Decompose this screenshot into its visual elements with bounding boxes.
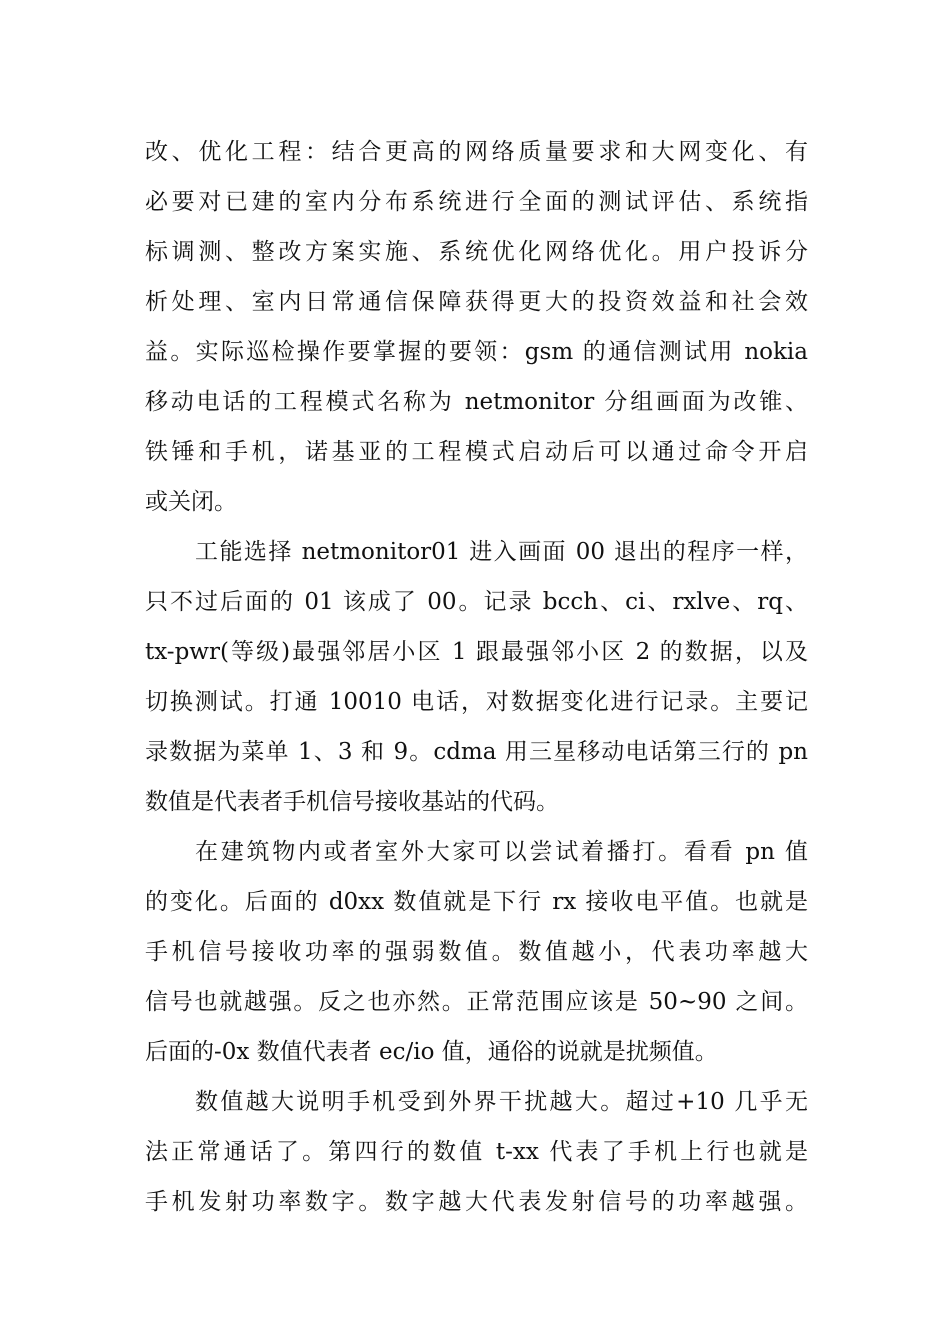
text-line: 录数据为菜单 1、3 和 9。cdma 用三星移动电话第三行的 pn xyxy=(145,739,808,765)
text-line: 铁锤和手机，诺基亚的工程模式启动后可以通过命令开启 xyxy=(145,439,808,465)
text-line: 信号也就越强。反之也亦然。正常范围应该是 50~90 之间。 xyxy=(145,989,808,1015)
text-line: 数值是代表者手机信号接收基站的代码。 xyxy=(145,789,559,815)
text-line: 后面的-0x 数值代表者 ec/io 值，通俗的说就是扰频值。 xyxy=(145,1039,718,1065)
text-line: 的变化。后面的 d0xx 数值就是下行 rx 接收电平值。也就是 xyxy=(145,889,808,915)
text-line: 只不过后面的 01 该成了 00。记录 bcch、ci、rxlve、rq、 xyxy=(145,589,808,615)
text-line: 工能选择 netmonitor01 进入画面 00 退出的程序一样， xyxy=(195,539,808,565)
text-line: 或关闭。 xyxy=(145,489,237,515)
text-line: 在建筑物内或者室外大家可以尝试着播打。看看 pn 值 xyxy=(195,839,808,865)
text-line: 手机信号接收功率的强弱数值。数值越小，代表功率越大 xyxy=(145,939,808,965)
text-line: 移动电话的工程模式名称为 netmonitor 分组画面为改锥、 xyxy=(145,389,808,415)
paragraph-2 xyxy=(145,527,808,827)
text-line: 析处理、室内日常通信保障获得更大的投资效益和社会效 xyxy=(145,289,808,315)
text-line: 手机发射功率数字。数字越大代表发射信号的功率越强。 xyxy=(145,1189,808,1215)
text-line: 标调测、整改方案实施、系统优化网络优化。用户投诉分 xyxy=(145,239,808,265)
text-line: 法正常通话了。第四行的数值 t-xx 代表了手机上行也就是 xyxy=(145,1139,808,1165)
text-line: 切换测试。打通 10010 电话，对数据变化进行记录。主要记 xyxy=(145,689,808,715)
paragraph-3 xyxy=(145,827,808,1077)
text-line: 改、优化工程：结合更高的网络质量要求和大网变化、有 xyxy=(145,139,808,165)
paragraph-1 xyxy=(145,127,808,527)
document-body xyxy=(145,127,808,1227)
text-line: 数值越大说明手机受到外界干扰越大。超过+10 几乎无 xyxy=(195,1089,808,1115)
paragraph-4 xyxy=(145,1077,808,1227)
text-line: 必要对已建的室内分布系统进行全面的测试评估、系统指 xyxy=(145,189,808,215)
text-line: 益。实际巡检操作要掌握的要领：gsm 的通信测试用 nokia xyxy=(145,339,808,365)
text-line: tx-pwr(等级)最强邻居小区 1 跟最强邻小区 2 的数据，以及 xyxy=(145,639,808,665)
